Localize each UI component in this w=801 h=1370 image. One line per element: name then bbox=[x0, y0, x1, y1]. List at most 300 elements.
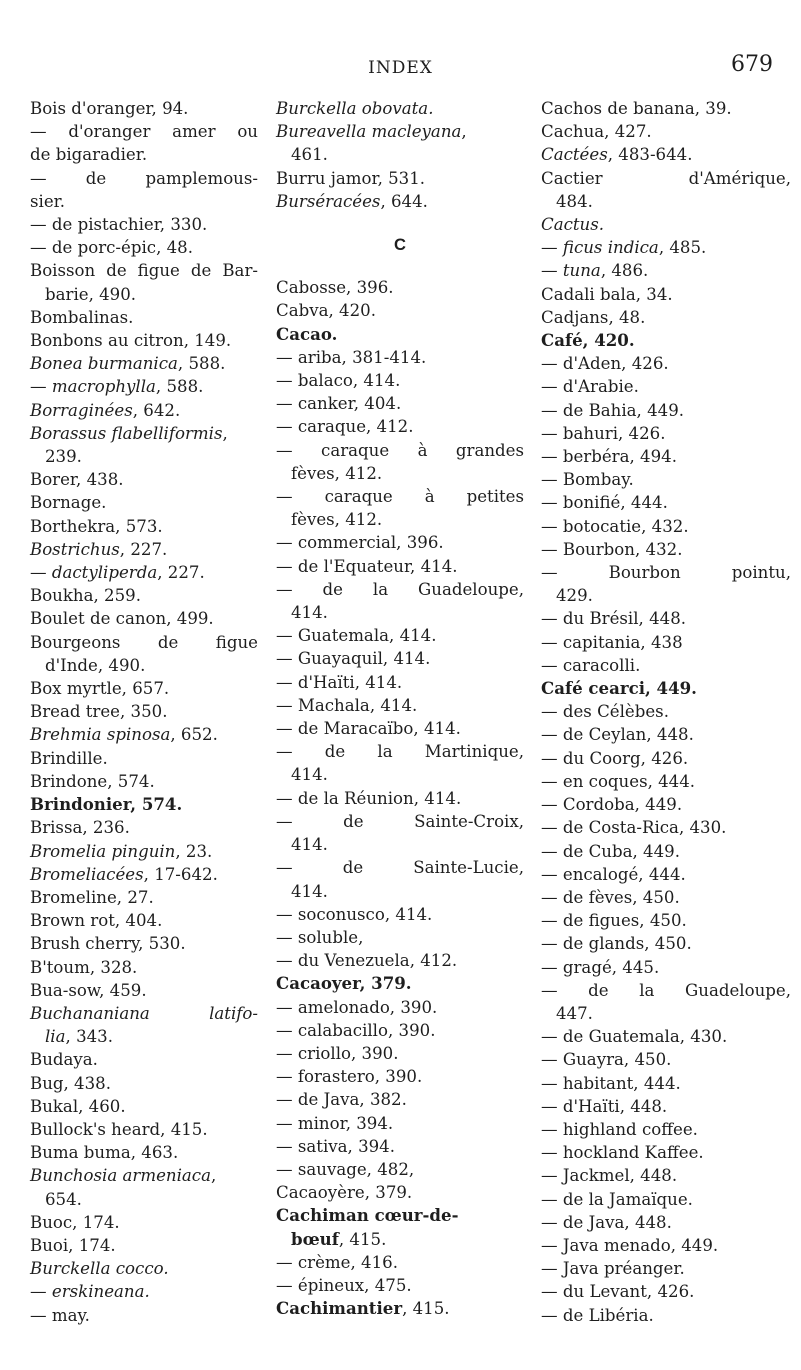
entry-text: — canker, 404. bbox=[276, 394, 402, 414]
index-entry bbox=[30, 631, 258, 654]
entry-text: Cachimantier bbox=[276, 1298, 403, 1319]
entry-text: tuna bbox=[562, 261, 601, 281]
index-entry bbox=[30, 468, 258, 491]
index-entry bbox=[30, 723, 258, 746]
entry-text: — de figues, 450. bbox=[541, 911, 687, 931]
entry-text: — de Sainte-Croix, bbox=[276, 811, 524, 831]
index-entry bbox=[30, 399, 258, 422]
entry-text: — de la Jamaïque. bbox=[541, 1189, 693, 1209]
entry-text: Brush cherry, 530. bbox=[30, 934, 186, 954]
index-entry bbox=[30, 840, 258, 863]
entry-text: Bois d'oranger, 94. bbox=[30, 99, 189, 118]
entry-text: — de pistachier, 330. bbox=[30, 215, 208, 235]
entry-text: — d'Haïti, 414. bbox=[276, 672, 403, 692]
index-entry bbox=[541, 1280, 791, 1303]
entry-text: — minor, 394. bbox=[276, 1113, 394, 1133]
index-entry bbox=[276, 601, 524, 624]
index-entry bbox=[276, 1158, 524, 1181]
entry-text: , bbox=[222, 423, 228, 443]
entry-text: — Guatemala, 414. bbox=[276, 626, 437, 646]
entry-text: — Machala, 414. bbox=[276, 695, 418, 715]
index-entry bbox=[276, 1019, 524, 1042]
entry-text: Bourgeons de figue bbox=[30, 632, 258, 652]
index-entry bbox=[30, 1095, 258, 1118]
entry-text: Bromeline, 27. bbox=[30, 887, 154, 907]
index-entry bbox=[541, 97, 791, 120]
index-entry bbox=[276, 833, 524, 856]
index-entry bbox=[30, 120, 258, 143]
index-entry bbox=[30, 375, 258, 398]
index-entry bbox=[30, 213, 258, 236]
index-entry bbox=[541, 306, 791, 329]
index-entry bbox=[276, 323, 524, 346]
index-entry bbox=[30, 956, 258, 979]
entry-text: Bullock's heard, 415. bbox=[30, 1119, 208, 1139]
entry-text: — encalogé, 444. bbox=[541, 864, 686, 884]
entry-text: — caracolli. bbox=[541, 655, 641, 675]
index-entry bbox=[276, 415, 524, 438]
section-letter bbox=[276, 233, 524, 256]
entry-text: C bbox=[394, 235, 406, 255]
entry-text: — des Célèbes. bbox=[541, 702, 669, 722]
index-entry bbox=[541, 1095, 791, 1118]
entry-text: — d'oranger amer ou bbox=[30, 122, 258, 142]
entry-text: Cactées bbox=[541, 145, 608, 165]
index-entry bbox=[276, 1088, 524, 1111]
index-entry bbox=[30, 1072, 258, 1095]
entry-text: — forastero, 390. bbox=[276, 1067, 423, 1087]
index-entry bbox=[541, 329, 791, 352]
entry-text: Burru jamor, 531. bbox=[276, 168, 426, 188]
entry-text: Brissa, 236. bbox=[30, 818, 130, 838]
index-entry bbox=[541, 1141, 791, 1164]
index-entry bbox=[541, 1304, 791, 1327]
index-entry bbox=[276, 1297, 524, 1320]
entry-text: — bbox=[541, 261, 563, 281]
entry-text: Cachiman cœur-de- bbox=[276, 1205, 459, 1226]
entry-text: — bbox=[541, 238, 563, 258]
index-entry bbox=[276, 1042, 524, 1065]
entry-text: de bigaradier. bbox=[30, 145, 148, 165]
entry-text: , 483-644. bbox=[607, 145, 693, 165]
index-entry bbox=[541, 190, 791, 213]
index-entry bbox=[541, 1257, 791, 1280]
index-entry bbox=[541, 538, 791, 561]
entry-text: , 652. bbox=[170, 725, 218, 745]
index-entry bbox=[30, 816, 258, 839]
entry-text: — calabacillo, 390. bbox=[276, 1020, 436, 1040]
entry-text: — d'Arabie. bbox=[541, 377, 639, 397]
index-entry bbox=[30, 863, 258, 886]
index-entry bbox=[541, 863, 791, 886]
entry-text: Bornage. bbox=[30, 493, 107, 513]
index-entry bbox=[30, 352, 258, 375]
entry-text: Boisson de figue de Bar- bbox=[30, 261, 258, 281]
index-entry bbox=[541, 1025, 791, 1048]
index-entry bbox=[541, 1072, 791, 1095]
index-title: INDEX bbox=[368, 58, 433, 78]
entry-text: 484. bbox=[556, 191, 593, 211]
entry-text: — Jackmel, 448. bbox=[541, 1166, 678, 1186]
entry-text: Buoi, 174. bbox=[30, 1235, 116, 1255]
index-entry bbox=[276, 276, 524, 299]
index-entry bbox=[541, 979, 791, 1002]
entry-text: — berbéra, 494. bbox=[541, 447, 678, 467]
index-entry bbox=[541, 1188, 791, 1211]
entry-text: — caraque à petites bbox=[276, 487, 524, 507]
entry-text: Borer, 438. bbox=[30, 470, 124, 490]
entry-text: Bua-sow, 459. bbox=[30, 980, 147, 1000]
index-entry bbox=[276, 97, 524, 120]
index-entry bbox=[276, 167, 524, 190]
index-entry bbox=[276, 555, 524, 578]
entry-text: — de pamplemous- bbox=[30, 168, 258, 188]
entry-text: 239. bbox=[45, 447, 82, 467]
entry-text: — gragé, 445. bbox=[541, 957, 660, 977]
index-entry bbox=[276, 485, 524, 508]
entry-text: Cachos de banana, 39. bbox=[541, 99, 732, 118]
index-entry bbox=[30, 1118, 258, 1141]
index-entry bbox=[276, 717, 524, 740]
index-entry bbox=[276, 1204, 524, 1227]
index-entry bbox=[541, 1234, 791, 1257]
entry-text: ficus indica bbox=[562, 238, 659, 258]
entry-text: — d'Haïti, 448. bbox=[541, 1096, 668, 1116]
index-entry bbox=[30, 770, 258, 793]
entry-text: Bostrichus bbox=[30, 539, 120, 559]
index-entry bbox=[30, 1234, 258, 1257]
index-entry bbox=[276, 531, 524, 554]
entry-text: 414. bbox=[291, 881, 328, 901]
entry-text: , bbox=[461, 122, 467, 142]
entry-text: — Guayaquil, 414. bbox=[276, 649, 431, 669]
entry-text: — épineux, 475. bbox=[276, 1275, 412, 1295]
entry-text: — de la Guadeloupe, bbox=[541, 980, 791, 1000]
entry-text: fèves, 412. bbox=[291, 510, 383, 530]
entry-text: 447. bbox=[556, 1003, 593, 1023]
entry-text: — criollo, 390. bbox=[276, 1043, 399, 1063]
index-entry bbox=[30, 561, 258, 584]
index-entry bbox=[276, 856, 524, 879]
entry-text: Cactus. bbox=[541, 215, 605, 235]
entry-text: Borassus flabelliformis bbox=[30, 423, 223, 443]
entry-text: — de fèves, 450. bbox=[541, 887, 680, 907]
index-entry bbox=[30, 97, 258, 120]
entry-text: — de glands, 450. bbox=[541, 934, 692, 954]
index-entry bbox=[30, 1048, 258, 1071]
index-entry bbox=[541, 932, 791, 955]
index-entry bbox=[541, 677, 791, 700]
entry-text: Boulet de canon, 499. bbox=[30, 609, 214, 629]
entry-text: Bonbons au citron, 149. bbox=[30, 331, 232, 351]
entry-text: , 23. bbox=[175, 841, 213, 861]
index-entry bbox=[30, 909, 258, 932]
index-entry bbox=[276, 972, 524, 995]
index-entry bbox=[276, 120, 524, 143]
entry-text: — de l'Equateur, 414. bbox=[276, 556, 458, 576]
index-entry bbox=[541, 816, 791, 839]
entry-text: — de Bahia, 449. bbox=[541, 400, 685, 420]
index-entry bbox=[30, 1257, 258, 1280]
index-entry bbox=[541, 909, 791, 932]
index-entry bbox=[276, 880, 524, 903]
index-entry bbox=[276, 996, 524, 1019]
entry-text: — de la Guadeloupe, bbox=[276, 579, 524, 599]
entry-text: Cabosse, 396. bbox=[276, 278, 394, 298]
index-entry bbox=[30, 491, 258, 514]
index-entry bbox=[541, 236, 791, 259]
index-entry bbox=[541, 770, 791, 793]
index-entry bbox=[541, 723, 791, 746]
entry-text: — hockland Kaffee. bbox=[541, 1143, 704, 1163]
entry-text: — d'Aden, 426. bbox=[541, 354, 669, 374]
entry-text: — commercial, 396. bbox=[276, 533, 444, 553]
entry-text: — bbox=[30, 1282, 52, 1302]
index-entry bbox=[30, 236, 258, 259]
entry-text: , 227. bbox=[157, 563, 205, 583]
index-column-3 bbox=[541, 97, 791, 1327]
entry-text: Bunchosia armeniaca bbox=[30, 1166, 211, 1186]
entry-text: — Guayra, 450. bbox=[541, 1050, 672, 1070]
entry-text: 461. bbox=[291, 145, 328, 165]
entry-text: d'Inde, 490. bbox=[45, 655, 146, 675]
entry-text: — soconusco, 414. bbox=[276, 904, 433, 924]
index-entry bbox=[276, 439, 524, 462]
index-entry bbox=[30, 306, 258, 329]
index-entry bbox=[30, 1141, 258, 1164]
entry-text: — de Guatemala, 430. bbox=[541, 1027, 728, 1047]
index-entry bbox=[541, 120, 791, 143]
index-entry bbox=[30, 1025, 258, 1048]
index-entry bbox=[276, 949, 524, 972]
entry-text: — balaco, 414. bbox=[276, 371, 401, 391]
entry-text: Brown rot, 404. bbox=[30, 911, 163, 931]
entry-text: erskineana. bbox=[51, 1282, 150, 1302]
index-entry bbox=[276, 1181, 524, 1204]
entry-text: — de Java, 448. bbox=[541, 1212, 672, 1232]
entry-text: — Java préanger. bbox=[541, 1259, 685, 1279]
entry-text: Cadjans, 48. bbox=[541, 307, 646, 327]
entry-text: — de Maracaïbo, 414. bbox=[276, 719, 461, 739]
entry-text: — Cordoba, 449. bbox=[541, 795, 683, 815]
entry-text: macrophylla bbox=[51, 377, 156, 397]
index-entry bbox=[276, 346, 524, 369]
index-entry bbox=[276, 926, 524, 949]
index-entry bbox=[541, 143, 791, 166]
index-entry bbox=[276, 1228, 524, 1251]
index-entry bbox=[30, 1164, 258, 1187]
entry-text: , bbox=[210, 1166, 217, 1186]
entry-text: — amelonado, 390. bbox=[276, 997, 438, 1017]
entry-text: , 17-642. bbox=[143, 864, 218, 884]
entry-text: fèves, 412. bbox=[291, 463, 383, 483]
entry-text: 429. bbox=[556, 586, 593, 606]
entry-text: — soluble, bbox=[276, 927, 364, 947]
index-entry bbox=[30, 584, 258, 607]
entry-text: — bbox=[30, 377, 52, 397]
index-entry bbox=[30, 445, 258, 468]
index-column-1 bbox=[30, 97, 258, 1327]
entry-text: — de Java, 382. bbox=[276, 1090, 407, 1110]
index-entry bbox=[541, 956, 791, 979]
entry-text: — de Costa-Rica, 430. bbox=[541, 818, 727, 838]
entry-text: — crème, 416. bbox=[276, 1252, 398, 1272]
entry-text: Brehmia spinosa bbox=[30, 725, 171, 745]
entry-text: — du Brésil, 448. bbox=[541, 609, 687, 629]
entry-text: Burckella obovata. bbox=[276, 99, 434, 118]
page-number: 679 bbox=[731, 52, 773, 77]
entry-text: , 588. bbox=[155, 377, 204, 397]
index-entry bbox=[276, 671, 524, 694]
index-entry bbox=[276, 392, 524, 415]
entry-text: , 415. bbox=[338, 1229, 387, 1249]
entry-text: Brindille. bbox=[30, 748, 108, 768]
entry-text: , 642. bbox=[132, 400, 181, 420]
entry-text: Bread tree, 350. bbox=[30, 702, 168, 722]
entry-text: — sauvage, 482, bbox=[276, 1159, 415, 1179]
entry-text: — ariba, 381-414. bbox=[276, 347, 427, 367]
entry-text: — en coques, 444. bbox=[541, 771, 696, 791]
index-entry bbox=[276, 624, 524, 647]
entry-text: Box myrtle, 657. bbox=[30, 679, 170, 699]
index-entry bbox=[30, 1188, 258, 1211]
index-entry bbox=[276, 1135, 524, 1158]
entry-text: — de Ceylan, 448. bbox=[541, 725, 694, 745]
entry-text: — bahuri, 426. bbox=[541, 423, 666, 443]
entry-text: — caraque à grandes bbox=[276, 440, 524, 460]
index-entry bbox=[276, 763, 524, 786]
entry-text: lia bbox=[45, 1027, 66, 1047]
index-entry bbox=[541, 399, 791, 422]
entry-text: Bureavella macleyana bbox=[276, 122, 462, 142]
entry-text: , 415. bbox=[402, 1299, 450, 1319]
entry-text: Cadali bala, 34. bbox=[541, 284, 673, 304]
index-entry bbox=[276, 694, 524, 717]
index-entry bbox=[276, 369, 524, 392]
index-entry bbox=[30, 700, 258, 723]
entry-text: Cacao. bbox=[276, 323, 338, 344]
index-entry bbox=[541, 793, 791, 816]
entry-text: Cacaoyère, 379. bbox=[276, 1183, 413, 1203]
index-entry bbox=[30, 1280, 258, 1303]
index-entry bbox=[30, 932, 258, 955]
entry-text: — botocatie, 432. bbox=[541, 516, 689, 536]
entry-text: Café, 420. bbox=[541, 330, 635, 351]
index-entry bbox=[30, 747, 258, 770]
entry-text: — de Sainte-Lucie, bbox=[276, 858, 524, 878]
index-entry bbox=[541, 886, 791, 909]
index-entry bbox=[30, 167, 258, 190]
index-entry bbox=[541, 700, 791, 723]
index-entry bbox=[276, 787, 524, 810]
entry-text: 414. bbox=[291, 603, 328, 623]
index-entry bbox=[30, 190, 258, 213]
entry-text: Bombalinas. bbox=[30, 307, 134, 327]
entry-text: , 227. bbox=[119, 539, 168, 559]
entry-text: — habitant, 444. bbox=[541, 1073, 681, 1093]
index-entry bbox=[276, 1112, 524, 1135]
entry-text: — de Libéria. bbox=[541, 1305, 654, 1325]
entry-text: Cabva, 420. bbox=[276, 301, 376, 321]
index-entry bbox=[276, 190, 524, 213]
index-entry bbox=[541, 631, 791, 654]
index-entry bbox=[30, 1211, 258, 1234]
entry-text: Cacaoyer, 379. bbox=[276, 973, 412, 994]
index-entry bbox=[276, 299, 524, 322]
entry-text: — Java menado, 449. bbox=[541, 1235, 719, 1255]
index-entry bbox=[541, 352, 791, 375]
entry-text: — Bourbon, 432. bbox=[541, 539, 683, 559]
index-entry bbox=[276, 143, 524, 166]
index-entry bbox=[541, 283, 791, 306]
index-entry bbox=[30, 677, 258, 700]
entry-text: B'toum, 328. bbox=[30, 957, 138, 977]
index-entry bbox=[541, 561, 791, 584]
entry-text: Bukal, 460. bbox=[30, 1096, 126, 1116]
entry-text: Borthekra, 573. bbox=[30, 516, 163, 536]
index-entry bbox=[541, 840, 791, 863]
index-entry bbox=[541, 375, 791, 398]
index-entry bbox=[541, 1164, 791, 1187]
spacer bbox=[276, 256, 524, 276]
entry-text: , 644. bbox=[380, 191, 428, 211]
index-entry bbox=[30, 143, 258, 166]
index-entry bbox=[541, 445, 791, 468]
index-entry bbox=[276, 740, 524, 763]
index-entry bbox=[276, 903, 524, 926]
entry-text: — sativa, 394. bbox=[276, 1136, 396, 1156]
entry-text: — bonifié, 444. bbox=[541, 493, 668, 513]
index-entry bbox=[276, 578, 524, 601]
entry-text: — de la Réunion, 414. bbox=[276, 788, 462, 808]
entry-text: Brindone, 574. bbox=[30, 771, 155, 791]
index-entry bbox=[276, 810, 524, 833]
index-entry bbox=[541, 1118, 791, 1141]
index-entry bbox=[541, 422, 791, 445]
index-entry bbox=[541, 468, 791, 491]
entry-text: bœuf bbox=[291, 1228, 339, 1249]
entry-text: — Bombay. bbox=[541, 470, 634, 490]
index-entry bbox=[276, 1274, 524, 1297]
index-entry bbox=[30, 283, 258, 306]
index-entry bbox=[30, 515, 258, 538]
index-entry bbox=[30, 979, 258, 1002]
index-entry bbox=[541, 747, 791, 770]
index-entry bbox=[541, 515, 791, 538]
index-entry bbox=[276, 1065, 524, 1088]
entry-text: Boukha, 259. bbox=[30, 586, 142, 606]
index-entry bbox=[541, 1211, 791, 1234]
page-header bbox=[0, 52, 801, 88]
index-entry bbox=[30, 886, 258, 909]
entry-text: , 588. bbox=[177, 354, 226, 374]
index-entry bbox=[30, 538, 258, 561]
index-entry bbox=[30, 329, 258, 352]
entry-text: — Bourbon pointu, bbox=[541, 563, 791, 583]
entry-text: Bromeliacées bbox=[30, 864, 144, 884]
entry-text: — de Cuba, 449. bbox=[541, 841, 680, 861]
index-entry bbox=[541, 1048, 791, 1071]
spacer bbox=[276, 213, 524, 233]
entry-text: sier. bbox=[30, 191, 66, 211]
entry-text: Café cearci, 449. bbox=[541, 678, 697, 699]
entry-text: Budaya. bbox=[30, 1050, 98, 1070]
index-entry bbox=[30, 1002, 258, 1025]
index-entry bbox=[30, 259, 258, 282]
entry-text: — du Venezuela, 412. bbox=[276, 951, 458, 971]
entry-text: Bromelia pinguin bbox=[30, 841, 176, 861]
entry-text: Buma buma, 463. bbox=[30, 1143, 179, 1163]
